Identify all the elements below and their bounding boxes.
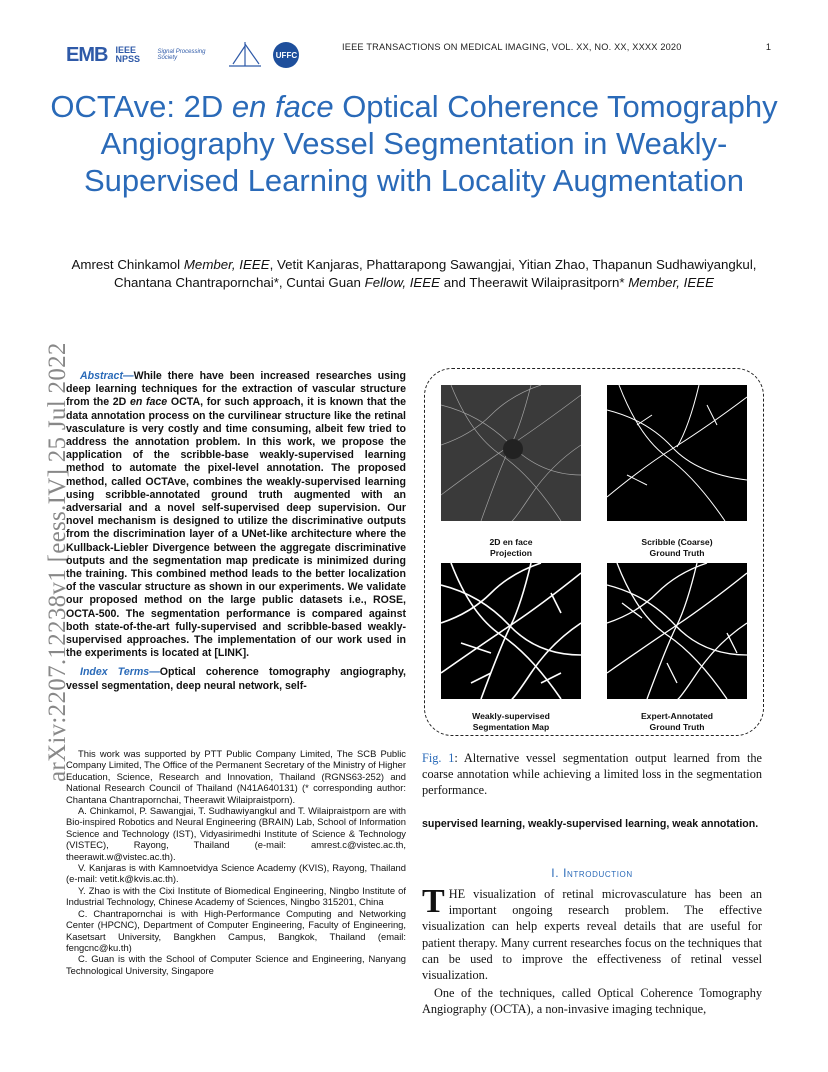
paper-title: OCTAve: 2D en face Optical Coherence Tomography Angiography Vessel Segmentation in Weakly-Supervised Learning with Locality Augmentation (50, 89, 778, 198)
panel-label: Weakly-supervised Segmentation Map (472, 711, 550, 732)
scribble-ground-truth-image (607, 385, 747, 521)
abstract: Abstract—While there have been increased researches using deep learning techniques for the extraction of vascular structure from the 2D en face OCTA, for such approach, it is known that the data annotation process on the curvilinear structure like the retinal vasculature is very costly and time consuming, albeit few tried to address the annotation problem. In this work, we propose the application of the scribble-base weakly-supervised learning method to automate the pixel-level annotation. The proposed method, called OCTAve, combines the weakly-supervised learning using scribble-annotated ground truth augmented with an adversarial and a novel self-supervised deep supervision. Our novel mechanism is designed to utilize the discriminative outputs from the discrimination layer of a UNet-like architecture where the Kullback-Liebler Divergence between the aggregate discriminative outputs and the segmentation map predicate is minimized during the training. This combined method leads to the better localization of the vascular structure as shown in our experiments. We validate our proposed method on the large public datasets i.e., ROSE, OCTA-500. The segmentation performance is compared against both state-of-the-art fully-supervised and scribble-based weakly-supervised approaches. The implementation of our work used in the experiments is located at [LINK]. Index Terms—Optical coherence tomography angiography, vessel segmentation, deep neural network, self- (66, 370, 407, 692)
page-number: 1 (765, 42, 771, 52)
sps-logo: Signal Processing Society (157, 49, 206, 61)
footnote: A. Chinkamol, P. Sawangjai, T. Sudhawiyangkul and T. Wilaipraistporn are with Bio-inspired Robotics and Neural Engineering (BRAIN) Lab, School of Information Science and Technology (IST), Vidyasirimedhi Institute of Science & Technology (VISTEC), Rayong, Thailand (e-mail: amrest.c@vistec.ac.th, theerawit.w@vistec.ac.th). (66, 805, 406, 862)
footnote: Y. Zhao is with the Cixi Institute of Biomedical Engineering, Ningbo Institute of Industrial Technology, Chinese Academy of Sciences, Ningbo 315201, China (66, 884, 406, 908)
society-logos (66, 38, 299, 72)
index-terms: Index Terms—Optical coherence tomography angiography, vessel segmentation, deep neural network, self- (66, 666, 407, 692)
author-list: Amrest Chinkamol Member, IEEE, Vetit Kanjaras, Phattarapong Sawangjai, Yitian Zhao, Thapanun Sudhawiyangkul, Chantana Chantrapornchai*, Cuntai Guan Fellow, IEEE and Theerawit Wilaiprasitporn* Member, IEEE (71, 257, 757, 290)
expert-ground-truth-image (607, 563, 747, 699)
page-header (66, 38, 771, 72)
panel-label: Expert-Annotated Ground Truth (640, 711, 714, 732)
figure-caption: Fig. 1: Alternative vessel segmentation output learned from the coarse annotation while achieving a limited loss in the segmentation performance. (422, 751, 762, 797)
arxiv-stamp: arXiv:2207.12238v1 [eess.IV] 25 Jul 2022 (44, 342, 71, 782)
panel-label: 2D en face Projection (489, 537, 533, 558)
footnote: C. Chantrapornchai is with High-Performance Computing and Networking Center (HPCNC), Department of Computer Engineering, Faculty of Engineering, Kasetsart University, Bangkhen Campus, Bangkok, Thailand (email: fengcnc@ku.th) (66, 907, 406, 953)
section-heading: I. Introduction (551, 866, 633, 880)
paragraph: One of the techniques, called Optical Coherence Tomography Angiography (OCTA), a non-invasive imaging technique, (422, 986, 762, 1017)
journal-name: IEEE TRANSACTIONS ON MEDICAL IMAGING, VOL. XX, NO. XX, XXXX 2020 (342, 42, 682, 52)
emb-logo: EMB (66, 43, 108, 66)
footnote: This work was supported by PTT Public Company Limited, The SCB Public Company Limited, The Office of the Permanent Secretary of the Ministry of Higher Education, Science, Research and Innovation, Thailand (RGNS63-252) and National Research Council of Thailand (N41A640131) (* corresponding author: Chantana Chantrapornchai, Theerawit Wilaipraistporn). (66, 748, 406, 805)
sailboat-logo-icon (225, 40, 265, 70)
en-face-projection-image (441, 385, 581, 521)
introduction-text (422, 883, 762, 1020)
figure-1 (424, 368, 764, 736)
index-terms-continued: supervised learning, weakly-supervised learning, weak annotation. (422, 818, 759, 830)
drop-cap: T (422, 883, 445, 920)
weakly-supervised-map-image (441, 563, 581, 699)
panel-label: Scribble (Coarse) Ground Truth (641, 537, 713, 558)
footnote: C. Guan is with the School of Computer Science and Engineering, Nanyang Technological University, Singapore (66, 953, 406, 976)
uffc-logo: UFFC (273, 42, 299, 68)
footnotes (66, 748, 406, 976)
npss-logo: IEEE NPSS (115, 45, 140, 64)
footnote: V. Kanjaras is with Kamnoetvidya Science Academy (KVIS), Rayong, Thailand (e-mail: vetit.k@kvis.ac.th). (66, 862, 406, 885)
paragraph: THE visualization of retinal microvasculature has been an important ongoing research problem. The effective visualization can help experts reveal details that are useful for patient therapy. Many current researches focus on the techniques that can be used to improve the effectiveness of retinal vessel visualization. (422, 883, 762, 983)
